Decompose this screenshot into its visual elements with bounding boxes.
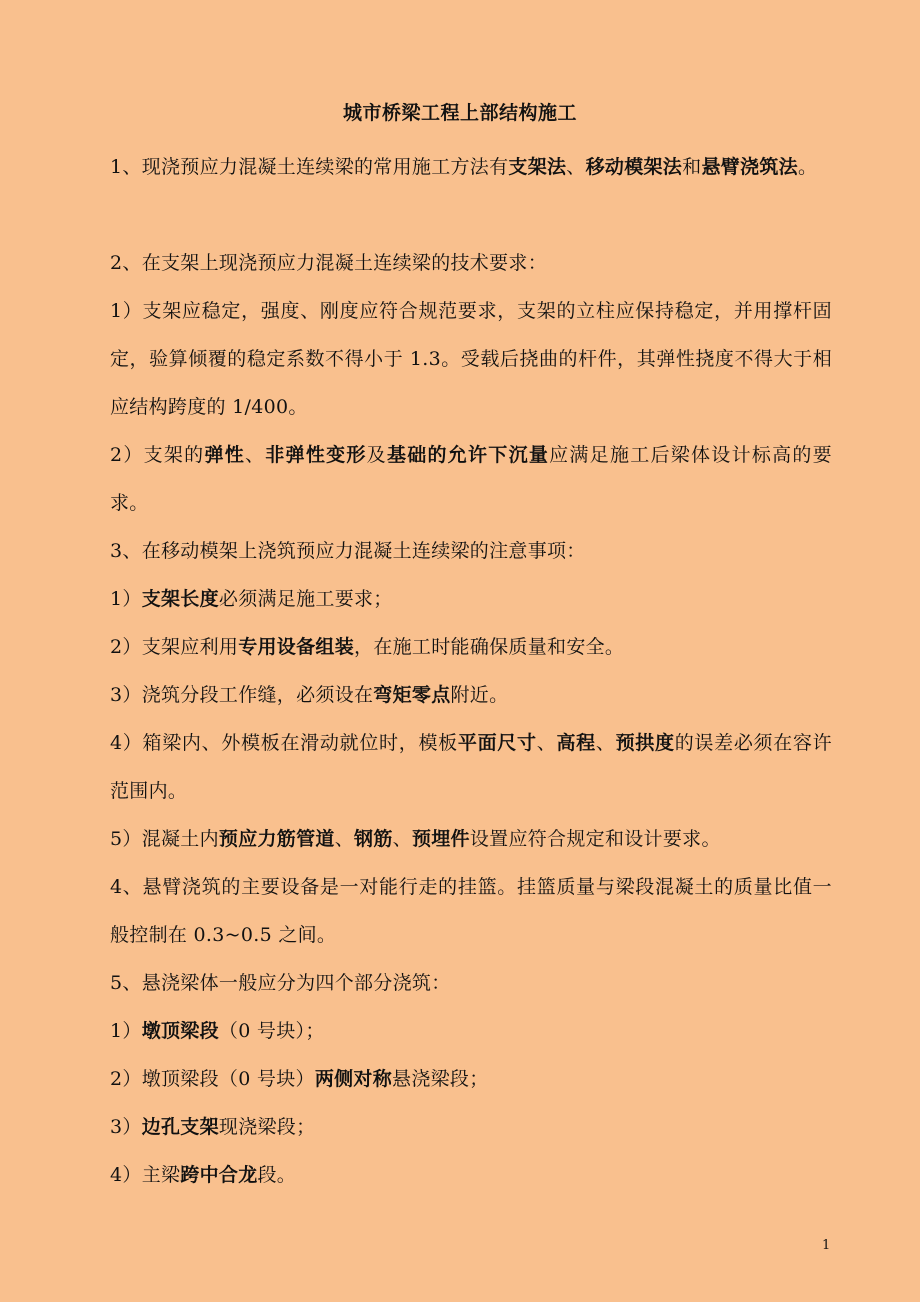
bold-text: 基础的允许下沉量 — [386, 444, 550, 466]
bold-text: 预应力筋管道 — [218, 828, 335, 850]
paragraph — [110, 287, 832, 431]
text-run: 4、悬臂浇筑的主要设备是一对能行走的挂篮。挂篮质量与梁段混凝土的质量比值一般控制在 0.3~0.5 之间。 — [110, 876, 832, 946]
text-run: 、 — [566, 156, 586, 178]
text-run: 1、现浇预应力混凝土连续梁的常用施工方法有 — [110, 156, 509, 178]
paragraph — [110, 719, 832, 815]
bold-text: 移动模架法 — [585, 156, 683, 178]
paragraph — [110, 431, 832, 527]
bold-text: 高程 — [556, 732, 596, 754]
text-run: 2、在支架上现浇预应力混凝土连续梁的技术要求： — [110, 252, 547, 274]
paragraph — [110, 623, 832, 671]
bold-text: 跨中合龙 — [180, 1164, 258, 1186]
text-run: 悬浇梁段； — [392, 1068, 489, 1090]
text-run: 现浇梁段； — [218, 1116, 316, 1138]
text-run: ，在施工时能确保质量和安全。 — [354, 636, 625, 658]
paragraph — [110, 959, 832, 1007]
text-run: （0 号块）； — [218, 1020, 325, 1042]
paragraph — [110, 815, 832, 863]
bold-text: 墩顶梁段 — [141, 1020, 219, 1042]
paragraph — [110, 1151, 832, 1199]
text-run: 5、悬浇梁体一般应分为四个部分浇筑： — [110, 972, 451, 994]
bold-text: 悬臂浇筑法 — [701, 156, 798, 178]
text-run: 及 — [366, 444, 387, 466]
text-run: 、 — [536, 732, 557, 754]
bold-text: 两侧对称 — [314, 1068, 393, 1090]
paragraph — [110, 143, 832, 191]
text-run: 4）主梁 — [110, 1164, 181, 1186]
text-run: 必须满足施工要求； — [218, 588, 393, 610]
bold-text: 边孔支架 — [141, 1116, 219, 1138]
paragraph — [110, 527, 832, 575]
paragraph — [110, 1007, 832, 1055]
bold-text: 预拱度 — [615, 732, 675, 754]
text-run: 1） — [110, 1020, 142, 1042]
document-title: 城市桥梁工程上部结构施工 — [342, 102, 577, 124]
bold-text: 支架长度 — [141, 588, 219, 610]
bold-text: 支架法 — [508, 156, 567, 178]
text-run: 3）浇筑分段工作缝，必须设在 — [110, 684, 374, 706]
bold-text: 弹性 — [204, 444, 245, 466]
paragraph — [110, 575, 832, 623]
text-run: 2）支架应利用 — [110, 636, 239, 658]
bold-text: 钢筋 — [354, 828, 393, 850]
bold-text: 专用设备组装 — [238, 636, 355, 658]
text-run: 、 — [334, 828, 355, 850]
paragraph — [110, 671, 832, 719]
text-run: 段。 — [257, 1164, 297, 1186]
paragraph — [110, 1103, 832, 1151]
text-run: 5）混凝土内 — [110, 828, 219, 850]
paragraph — [110, 1055, 832, 1103]
text-run: 1） — [110, 588, 142, 610]
text-run: 、 — [595, 732, 616, 754]
text-run: 附近。 — [450, 684, 509, 706]
text-run: 、 — [245, 444, 266, 466]
text-run: 的误差必须在容许范围内。 — [110, 732, 832, 802]
text-run: 、 — [392, 828, 412, 850]
paragraph — [110, 863, 832, 959]
text-run: 3） — [110, 1116, 142, 1138]
bold-text: 平面尺寸 — [457, 732, 537, 754]
bold-text: 非弹性变形 — [265, 444, 367, 466]
bold-text: 弯矩零点 — [373, 684, 451, 706]
text-run: 设置应符合规定和设计要求。 — [469, 828, 721, 850]
text-run: 2）支架的 — [110, 444, 205, 466]
text-run: 4）箱梁内、外模板在滑动就位时，模板 — [110, 732, 458, 754]
bold-text: 预埋件 — [411, 828, 470, 850]
text-run: 和 — [682, 156, 702, 178]
text-run: 3、在移动模架上浇筑预应力混凝土连续梁的注意事项： — [110, 540, 586, 562]
text-run: 1）支架应稳定，强度、刚度应符合规范要求，支架的立柱应保持稳定，并用撑杆固定，验算倾覆的稳定系数不得小于 1.3。受载后挠曲的杆件，其弹性挠度不得大于相应结构跨度的 1/400。 — [110, 300, 832, 418]
text-run: 应满足施工后梁体设计标高的要求。 — [110, 444, 832, 514]
paragraph — [110, 239, 832, 287]
text-run: 2）墩顶梁段（0 号块） — [110, 1068, 315, 1090]
page-number: 1 — [822, 1238, 831, 1253]
text-run: 。 — [797, 156, 818, 178]
